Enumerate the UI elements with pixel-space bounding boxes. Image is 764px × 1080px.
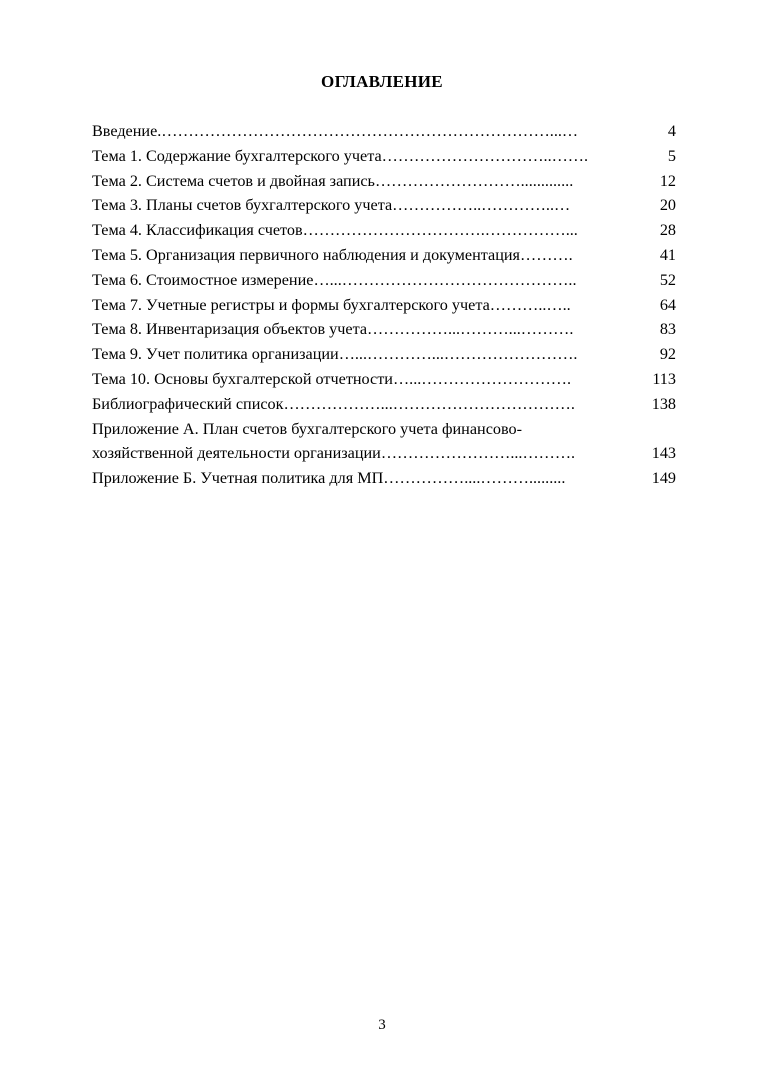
toc-item-label: Тема 5. Организация первичного наблюдения и документация………. bbox=[92, 245, 573, 264]
toc-item-label: Тема 10. Основы бухгалтерской отчетности…...………………………. bbox=[92, 369, 572, 388]
toc-item-topic-6[interactable] bbox=[92, 268, 676, 293]
toc-item-topic-5[interactable] bbox=[92, 243, 676, 268]
toc-item-page: 20 bbox=[659, 196, 676, 215]
toc-item-topic-10[interactable] bbox=[92, 367, 676, 392]
toc-item-topic-3[interactable] bbox=[92, 193, 676, 218]
toc-item-topic-2[interactable] bbox=[92, 169, 676, 194]
toc-item-topic-1[interactable] bbox=[92, 144, 676, 169]
toc-item-topic-7[interactable] bbox=[92, 293, 676, 318]
toc-item-page: 113 bbox=[652, 369, 676, 388]
table-of-contents bbox=[92, 119, 676, 491]
toc-item-label-line1: Приложение А. План счетов бухгалтерского учета финансово- bbox=[92, 419, 522, 438]
toc-item-page: 12 bbox=[659, 171, 676, 190]
toc-item-topic-8[interactable] bbox=[92, 317, 676, 342]
toc-item-label: Приложение Б. Учетная политика для МП……………....………......... bbox=[92, 469, 566, 488]
toc-item-label: Введение.………………………………………………………………...… bbox=[92, 122, 579, 140]
page-title: ОГЛАВЛЕНИЕ bbox=[321, 72, 443, 91]
toc-item-page: 4 bbox=[667, 122, 676, 140]
toc-item-page: 64 bbox=[659, 295, 676, 314]
toc-item-label: Тема 7. Учетные регистры и формы бухгалтерского учета………..….. bbox=[92, 295, 571, 314]
toc-item-label: Тема 4. Классификация счетов…………………………….……………... bbox=[92, 221, 578, 240]
toc-item-page: 138 bbox=[651, 394, 676, 413]
toc-item-page: 92 bbox=[659, 345, 676, 364]
toc-item-label: Тема 9. Учет политика организации…...…………...……………………. bbox=[92, 345, 578, 364]
toc-item-label-line2: хозяйственной деятельности организации……………………...………. bbox=[92, 444, 576, 463]
toc-item-appendix-b[interactable] bbox=[92, 466, 676, 491]
toc-item-page: 83 bbox=[659, 320, 676, 339]
toc-item-label: Тема 6. Стоимостное измерение…...…………………………………….. bbox=[92, 270, 577, 289]
toc-item-label: Библиографический список………………...……………………………. bbox=[92, 394, 575, 413]
toc-item-appendix-a[interactable] bbox=[92, 417, 676, 467]
toc-item-page: 41 bbox=[659, 245, 676, 264]
page-number: 3 bbox=[378, 1017, 386, 1033]
toc-item-label: Тема 1. Содержание бухгалтерского учета…………………………..……. bbox=[92, 146, 589, 165]
toc-item-label: Тема 2. Система счетов и двойная запись………………………............. bbox=[92, 171, 574, 190]
toc-item-bibliography[interactable] bbox=[92, 392, 676, 417]
toc-item-page: 149 bbox=[651, 469, 676, 488]
toc-item-topic-9[interactable] bbox=[92, 342, 676, 367]
toc-item-page: 143 bbox=[651, 444, 676, 463]
toc-item-page: 52 bbox=[659, 270, 676, 289]
toc-item-page: 5 bbox=[667, 146, 676, 165]
toc-item-topic-4[interactable] bbox=[92, 218, 676, 243]
toc-item-label: Тема 3. Планы счетов бухгалтерского учета……………..…………..… bbox=[92, 196, 571, 215]
toc-item-page: 28 bbox=[659, 221, 676, 240]
toc-item-introduction[interactable] bbox=[92, 119, 676, 144]
toc-item-label: Тема 8. Инвентаризация объектов учета……………...………...………. bbox=[92, 320, 574, 339]
